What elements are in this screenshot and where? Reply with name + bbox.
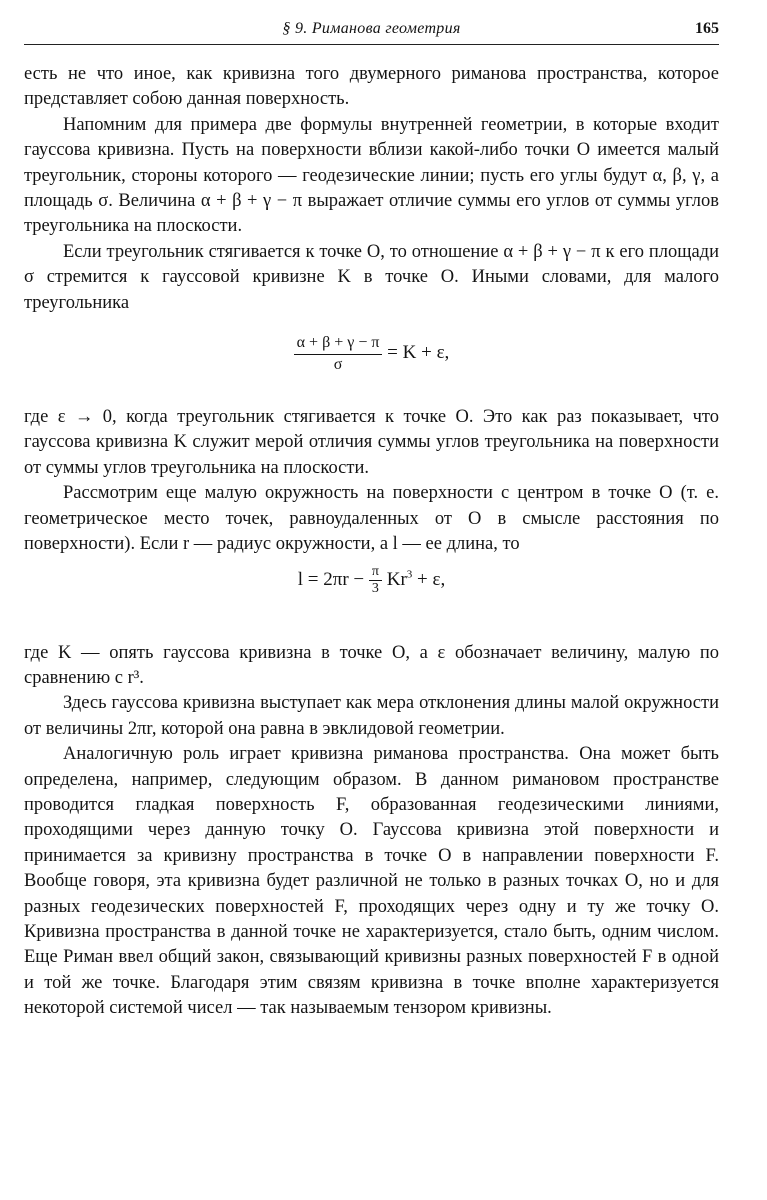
paragraph-7: Здесь гауссова кривизна выступает как мера отклонения длины малой окружности от величины 2πr, которой она равна в эвклидовой геометрии. <box>24 693 719 739</box>
formula-fraction <box>294 332 383 375</box>
formula-triangle-curvature <box>24 332 719 375</box>
page-header <box>24 18 719 45</box>
formula-pi-over-3 <box>369 564 382 597</box>
formula-kr: Kr <box>386 568 407 590</box>
paragraph-6: где K — опять гауссова кривизна в точке O, а ε обозначает величину, малую по сравнению с r³. <box>24 642 719 688</box>
formula-denominator: σ <box>333 356 343 374</box>
paragraph-8: Аналогичную роль играет кривизна риманова пространства. Она может быть определена, например, следующим образом. В данном римановом пространстве проводится гладкая поверхность F, образованная геодезическими линиями, проходящими через данную точку O. Гауссова кривизна этой поверхности и принимается за кривизну пространства в точке O в направлении поверхности F. Вообще говоря, эта кривизна будет различной не только в разных точках O, но и для разных геодезических поверхностей F, проходящих через одну и ту же точку O. Кривизна пространства в данной точке не характеризуется, стало быть, одним числом. Еще Риман ввел общий закон, связывающий кривизны разных поверхностей F в одной и той же точке. Благодаря этим связям кривизна в точке вполне характеризуется некоторой системой чисел — так называемым тензором кривизны. <box>24 744 719 1019</box>
page-body <box>24 62 719 1022</box>
page-number: 165 <box>695 20 719 37</box>
formula-frac-denominator: 3 <box>371 580 379 596</box>
formula-tail: + ε, <box>417 568 446 590</box>
paragraph-2: Напомним для примера две формулы внутренней геометрии, в которые входит гауссова кривизна. Пусть на поверхности вблизи какой-либо точки O имеется малый треугольник, стороны которого — геодезические линии; пусть его углы будут α, β, γ, а площадь σ. Величина α + β + γ − π выражает отличие суммы его углов от суммы углов треугольника на плоскости. <box>24 114 719 237</box>
paragraph-5: Рассмотрим еще малую окружность на поверхности с центром в точке O (т. е. геометрическое место точек, равноудаленных от O в смысле расстояния по поверхности). Если r — радиус окружности, а l — ее длина, то <box>24 483 719 555</box>
paragraph-3: Если треугольник стягивается к точке O, то отношение α + β + γ − π к его площади σ стремится к гауссовой кривизне K в точке O. Иными словами, для малого треугольника <box>24 241 719 313</box>
formula-exponent: 3 <box>406 568 413 581</box>
running-head: § 9. Риманова геометрия <box>282 20 461 37</box>
paragraph-4: где ε → 0, когда треугольник стягивается к точке O. Это как раз показывает, что гауссова кривизна K служит мерой отличия суммы углов треугольника на поверхности от суммы углов треугольника на плоскости. <box>24 407 719 478</box>
formula-numerator: α + β + γ − π <box>294 332 383 355</box>
formula-frac-numerator: π <box>369 564 382 581</box>
paragraph-1: есть не что иное, как кривизна того двумерного риманова пространства, которое представляет собою данная поверхность. <box>24 64 719 110</box>
formula-rhs: = K + ε, <box>387 341 450 363</box>
formula-circle-length <box>24 564 719 597</box>
formula-lhs: l = 2πr − <box>297 568 365 590</box>
